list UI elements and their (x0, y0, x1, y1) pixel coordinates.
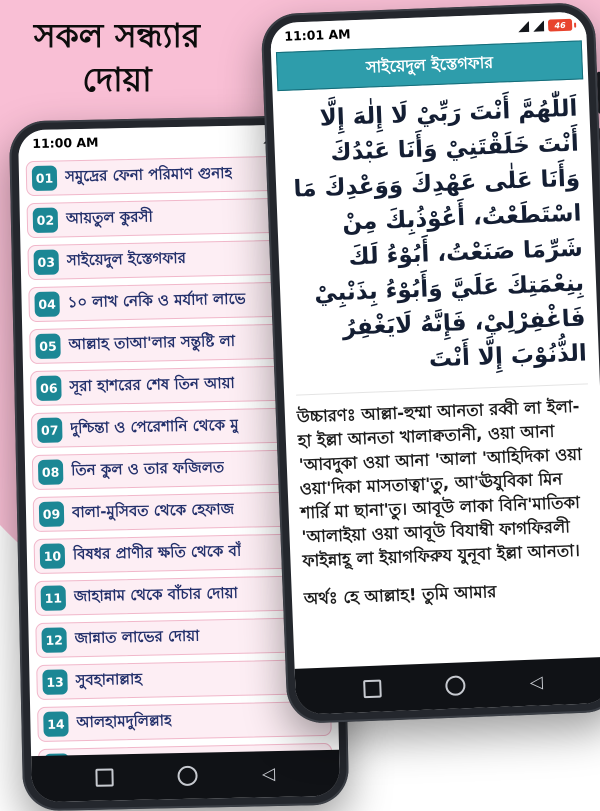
left-nav-bar (31, 750, 340, 802)
right-status-icons (518, 19, 572, 33)
list-item-number: 11 (41, 585, 67, 611)
list-item-number: 12 (41, 627, 67, 653)
list-item-number: 09 (39, 501, 65, 527)
list-item-number: 13 (42, 669, 68, 695)
signal-icon (518, 21, 529, 32)
battery-icon (548, 19, 572, 32)
list-item-number: 14 (43, 711, 69, 737)
arabic-dua-text: اَللّٰهُمَّ أَنْتَ رَبِّيْ لَا إِلٰهَ إِلَّا أَنْتَ خَلَقْتَنِيْ وَأَنَا عَبْدُكَ وَأَنَا عَلٰى عَهْدِكَ وَوَعْدِكَ مَا اسْتَطَعْتُ، أَعُوْذُبِكَ مِنْ شَرِّمَا صَنَعْتُ، أَبُوْءُ لَكَ بِنِعْمَتِكَ عَلَيَّ وَأَبُوْءُ بِذَنْبِيْ فَاغْفِرْلِيْ، فَإِنَّهُ لَايَغْفِرُ الذُّنُوْبَ إِلَّا أَنْتَ (293, 95, 588, 373)
list-item-number: 07 (37, 417, 63, 443)
meaning-text: অর্থঃ হে আল্লাহ! তুমি আমার (303, 582, 497, 609)
recents-button[interactable] (96, 768, 114, 786)
list-item-label: বিষধর প্রাণীর ক্ষতি থেকে বাঁ (72, 541, 242, 564)
list-item-number: 02 (33, 207, 59, 233)
battery-percent: 46 (554, 20, 566, 30)
page-title (6, 14, 228, 100)
home-button[interactable] (178, 766, 198, 786)
transliteration-text: উচ্চারণঃ আল্লা-হুম্মা আনতা রব্বী লা ইলা-হা ইল্লা আনতা খালাক্বতানী, ওয়া আনা 'আবদুকা ওয়া আনা 'আলা 'আহিদিকা ওয়া ওয়া'দিকা মাসতাত্বা'তু, আ'ঊযুবিকা মিন শার্রি মা ছানা'তু। আবূউ লাকা বিনি'মাতিকা 'আলাইয়া ওয়া আবূউ বিযাম্বী ফাগফিরলী ফাইন্নাহূ লা ইয়াগফিরুয যুনূবা ইল্লা আনতা। (296, 383, 595, 574)
right-phone-screen (270, 11, 600, 715)
right-status-time: 11:01 AM (284, 25, 351, 44)
list-item-number: 10 (40, 543, 66, 569)
home-button[interactable] (445, 675, 466, 696)
recents-button[interactable] (364, 680, 383, 699)
list-item-number: 01 (32, 165, 58, 191)
list-item[interactable] (37, 701, 332, 742)
page-title-line2: দোয়া (82, 59, 152, 99)
list-item-label: আলহামদুলিল্লাহ (76, 711, 173, 732)
list-item-number: 06 (36, 375, 62, 401)
list-item-label: জাহান্নাম থেকে বাঁচার দোয়া (73, 583, 239, 606)
list-item-number: 08 (38, 459, 64, 485)
list-item-label: তিন কুল ও তার ফজিলত (70, 458, 225, 480)
list-item-number: 03 (34, 249, 60, 275)
list-item-label: সাইয়েদুল ইস্তেগফার (66, 248, 187, 270)
list-item-label: আয়তুল কুরসী (65, 207, 153, 228)
list-item-label: সুবহানাল্লাহ (75, 669, 143, 690)
back-button[interactable]: ◁ (261, 763, 276, 784)
back-button[interactable]: ◁ (529, 671, 544, 693)
list-item-number: 04 (34, 291, 60, 317)
left-status-time: 11:00 AM (32, 134, 99, 151)
list-item-label: দুশ্চিন্তা ও পেরেশানি থেকে মু (70, 415, 239, 438)
list-item-label: আল্লাহ তাআ'লার সন্তুষ্টি লা (68, 331, 236, 354)
list-item-label: সূরা হাশরের শেষ তিন আয়া (69, 373, 235, 396)
list-item-label: ১০ লাখ নেকি ও মর্যাদা লাভে (67, 289, 246, 312)
list-item-number: 05 (35, 333, 61, 359)
page-title-line1: সকল সন্ধ্যার (33, 16, 201, 55)
wifi-icon (533, 20, 544, 31)
list-item-label: সমুদ্রের ফেনা পরিমাণ গুনাহ (64, 163, 233, 186)
list-item-label: বালা-মুসিবত থেকে হেফাজ (71, 499, 235, 522)
right-phone-mockup (260, 2, 600, 724)
app-header-title: সাইয়েদুল ইস্তেগফার (365, 52, 494, 77)
dua-content[interactable] (272, 79, 600, 676)
list-item-label: জান্নাত লাভের দোয়া (74, 626, 200, 648)
